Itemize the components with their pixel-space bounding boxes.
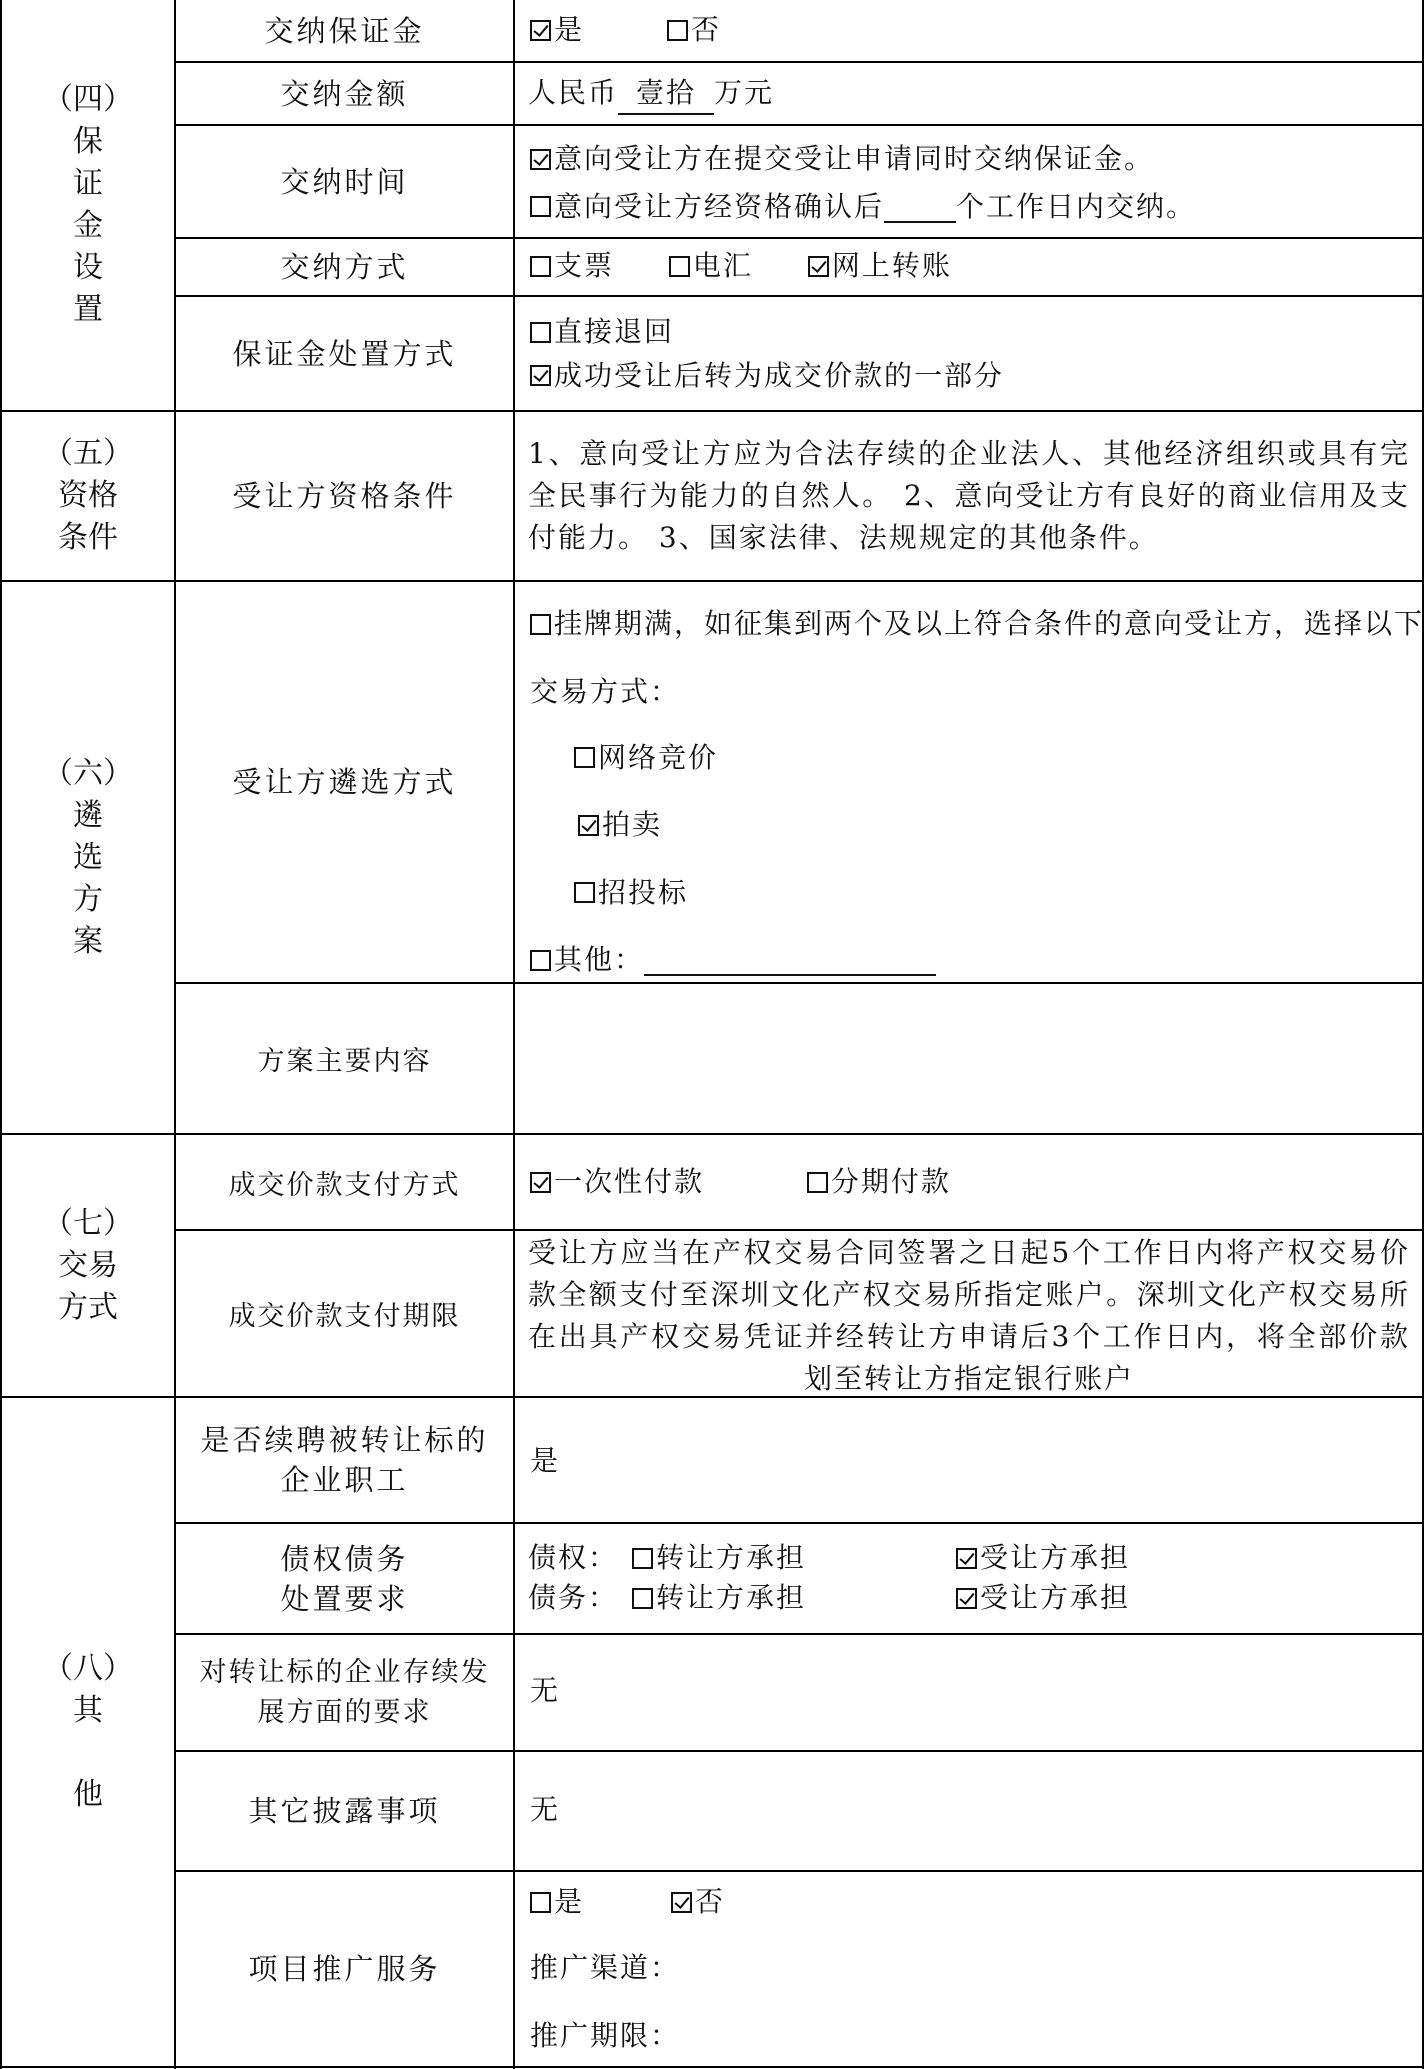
auction-option[interactable] xyxy=(578,805,662,845)
option-label: 意向受让方经资格确认后 xyxy=(554,189,885,223)
selection-intro[interactable] xyxy=(530,604,1424,644)
pay-deposit-label: 交纳保证金 xyxy=(264,13,425,48)
other-blank-field[interactable] xyxy=(644,944,936,976)
disposal-option-2[interactable] xyxy=(530,356,1004,396)
method-options xyxy=(530,246,952,288)
option-label: 成功受让后转为成交价款的一部分 xyxy=(554,358,1005,392)
section-number: （四） xyxy=(43,82,133,117)
section-number: （六） xyxy=(43,755,133,791)
section-title-line: 资格 xyxy=(58,478,118,513)
disposal-label: 保证金处置方式 xyxy=(232,336,457,371)
option-label: 拍卖 xyxy=(602,808,663,841)
survival-label xyxy=(176,1635,513,1750)
claim-transferor-option[interactable] xyxy=(632,1538,806,1578)
debt-transferor-option[interactable] xyxy=(632,1578,806,1618)
amount-number: 壹拾 xyxy=(618,73,714,115)
option-label: 受让方承担 xyxy=(980,1581,1131,1614)
checkbox-icon[interactable] xyxy=(632,1548,653,1569)
option-label: 直接退回 xyxy=(554,315,675,348)
rehire-value: 是 xyxy=(530,1444,561,1477)
option-label: 网络竞价 xyxy=(598,740,719,774)
option-label: 挂牌期满，如征集到两个及以上符合条件的意向受让方，选择以下 xyxy=(554,607,1425,640)
checkbox-icon[interactable] xyxy=(574,882,595,903)
time-option-1[interactable] xyxy=(530,139,1154,179)
qualification-label: 受让方资格条件 xyxy=(232,479,457,513)
section-title-char: 保 xyxy=(73,124,103,159)
promo-options xyxy=(530,1882,725,1924)
checkbox-icon[interactable] xyxy=(530,196,551,217)
option-label: 支票 xyxy=(554,249,615,282)
promo-yes-option[interactable] xyxy=(530,1882,584,1922)
option-label: 否 xyxy=(690,13,721,46)
label-line: 债权债务 xyxy=(280,1541,409,1576)
rehire-label xyxy=(176,1398,513,1522)
option-label: 是 xyxy=(554,1885,585,1918)
cheque-option[interactable] xyxy=(530,246,614,286)
content-label: 方案主要内容 xyxy=(257,1046,432,1077)
payment-method-options xyxy=(530,1162,951,1204)
lump-sum-option[interactable] xyxy=(530,1162,704,1202)
option-label: 转让方承担 xyxy=(656,1581,807,1614)
payment-deadline-text: 受让方应当在产权交易合同签署之日起5个工作日内将产权交易价款全额支付至深圳文化产权交易所指定账户。深圳文化产权交易所在出具产权交易凭证并经转让方申请后3个工作日内，将全部价款划至转让方指定银行账户 xyxy=(528,1236,1410,1395)
debt-row-label: 债务： xyxy=(528,1581,619,1614)
label-line: 是否续聘被转让标的 xyxy=(200,1423,489,1457)
option-label: 转让方承担 xyxy=(656,1541,807,1574)
checkbox-icon[interactable] xyxy=(530,322,551,343)
checkbox-icon[interactable] xyxy=(667,20,688,41)
checkbox-icon[interactable] xyxy=(956,1588,977,1609)
selection-options xyxy=(530,604,1425,982)
disclose-label: 其它披露事项 xyxy=(248,1794,441,1828)
checkbox-icon[interactable] xyxy=(530,365,551,386)
other-option[interactable] xyxy=(530,940,936,980)
selection-intro-cont: 交易方式： xyxy=(530,674,681,708)
section-title-char: 置 xyxy=(73,292,103,327)
promo-label: 项目推广服务 xyxy=(248,1952,441,1986)
option-label: 个工作日内交纳。 xyxy=(956,189,1197,223)
section-number: （七） xyxy=(43,1205,133,1241)
checkbox-icon[interactable] xyxy=(530,149,551,170)
pay-yes-option[interactable] xyxy=(530,10,584,50)
checkbox-icon[interactable] xyxy=(578,815,599,836)
checkbox-icon[interactable] xyxy=(530,614,551,635)
section-title-char: 选 xyxy=(73,839,103,875)
label-line: 企业职工 xyxy=(280,1463,409,1497)
debt-transferee-option[interactable] xyxy=(956,1578,1130,1618)
checkbox-icon[interactable] xyxy=(530,256,551,277)
option-label: 是 xyxy=(554,13,585,46)
section-number: （八） xyxy=(43,1651,133,1686)
section-seven-header xyxy=(2,1135,174,1396)
amount-value xyxy=(528,73,774,115)
checkbox-icon[interactable] xyxy=(671,1892,692,1913)
promo-channel: 推广渠道： xyxy=(530,1951,681,1984)
section-title-line: 方式 xyxy=(58,1289,118,1325)
option-label: 其他： xyxy=(554,943,645,976)
label-line: 展方面的要求 xyxy=(257,1696,432,1728)
section-five-header xyxy=(2,412,174,580)
disposal-options xyxy=(530,312,1004,397)
claim-transferee-option[interactable] xyxy=(956,1538,1130,1578)
section-title-line: 交易 xyxy=(58,1247,118,1283)
section-title-char: 金 xyxy=(73,208,103,243)
method-label: 交纳方式 xyxy=(280,250,409,284)
claim-label: 债权： xyxy=(528,1541,619,1574)
section-title-char: 案 xyxy=(73,923,103,959)
option-label: 否 xyxy=(694,1885,725,1918)
online-transfer-option[interactable] xyxy=(808,246,952,286)
section-title-line: 条件 xyxy=(58,520,118,555)
checkbox-icon[interactable] xyxy=(808,256,829,277)
section-eight-header xyxy=(2,1398,174,2066)
online-bidding-option[interactable] xyxy=(574,738,718,778)
debt-label xyxy=(176,1524,513,1633)
label-line: 处置要求 xyxy=(280,1581,409,1616)
checkbox-icon[interactable] xyxy=(530,1892,551,1913)
debt-options xyxy=(528,1538,1408,1618)
section-title-char: 证 xyxy=(73,166,103,201)
section-title-char: 方 xyxy=(73,881,103,917)
option-label: 招投标 xyxy=(598,875,689,909)
tender-option[interactable] xyxy=(574,873,688,913)
checkbox-icon[interactable] xyxy=(956,1548,977,1569)
section-six-header xyxy=(2,582,174,1133)
disposal-option-1[interactable] xyxy=(530,312,674,352)
checkbox-icon[interactable] xyxy=(530,1172,551,1193)
promo-period: 推广期限： xyxy=(530,2019,681,2052)
wire-option[interactable] xyxy=(669,246,753,286)
amount-label: 交纳金额 xyxy=(280,76,409,111)
option-label: 受让方承担 xyxy=(980,1541,1131,1574)
time-options xyxy=(530,139,1196,228)
checkbox-icon[interactable] xyxy=(807,1172,828,1193)
section-title-char: 他 xyxy=(73,1777,103,1812)
disclose-value: 无 xyxy=(530,1793,561,1826)
checkbox-icon[interactable] xyxy=(632,1588,653,1609)
option-label: 一次性付款 xyxy=(554,1165,705,1198)
payment-method-label: 成交价款支付方式 xyxy=(228,1169,461,1201)
time-option-2[interactable] xyxy=(530,187,1196,227)
option-label: 网上转账 xyxy=(831,249,952,282)
payment-deadline-label: 成交价款支付期限 xyxy=(228,1301,461,1332)
label-line: 对转让标的企业存续发 xyxy=(199,1656,490,1688)
time-label: 交纳时间 xyxy=(280,164,409,199)
promo-no-option[interactable] xyxy=(671,1882,725,1922)
blank-field[interactable] xyxy=(884,191,956,223)
amount-prefix: 人民币 xyxy=(528,76,619,109)
section-four-header xyxy=(2,0,174,410)
option-label: 电汇 xyxy=(692,249,753,282)
checkbox-icon[interactable] xyxy=(574,747,595,768)
checkbox-icon[interactable] xyxy=(530,950,551,971)
section-title-char: 其 xyxy=(73,1693,103,1728)
selection-label: 受让方遴选方式 xyxy=(232,765,457,799)
installment-option[interactable] xyxy=(807,1162,951,1202)
option-label: 分期付款 xyxy=(830,1165,951,1198)
checkbox-icon[interactable] xyxy=(530,20,551,41)
qualification-text: 1、意向受让方应为合法存续的企业法人、其他经济组织或具有完全民事行为能力的自然人。 2、意向受让方有良好的商业信用及支付能力。 3、国家法律、法规规定的其他条件。 xyxy=(528,437,1410,554)
pay-deposit-options xyxy=(530,10,721,52)
amount-suffix: 万元 xyxy=(714,76,775,109)
section-title-char: 设 xyxy=(73,250,103,285)
section-number: （五） xyxy=(43,436,133,471)
survival-value: 无 xyxy=(530,1674,561,1707)
option-label: 意向受让方在提交受让申请同时交纳保证金。 xyxy=(554,142,1155,175)
pay-no-option[interactable] xyxy=(667,10,721,50)
section-title-char: 遴 xyxy=(73,797,103,833)
checkbox-icon[interactable] xyxy=(669,256,690,277)
